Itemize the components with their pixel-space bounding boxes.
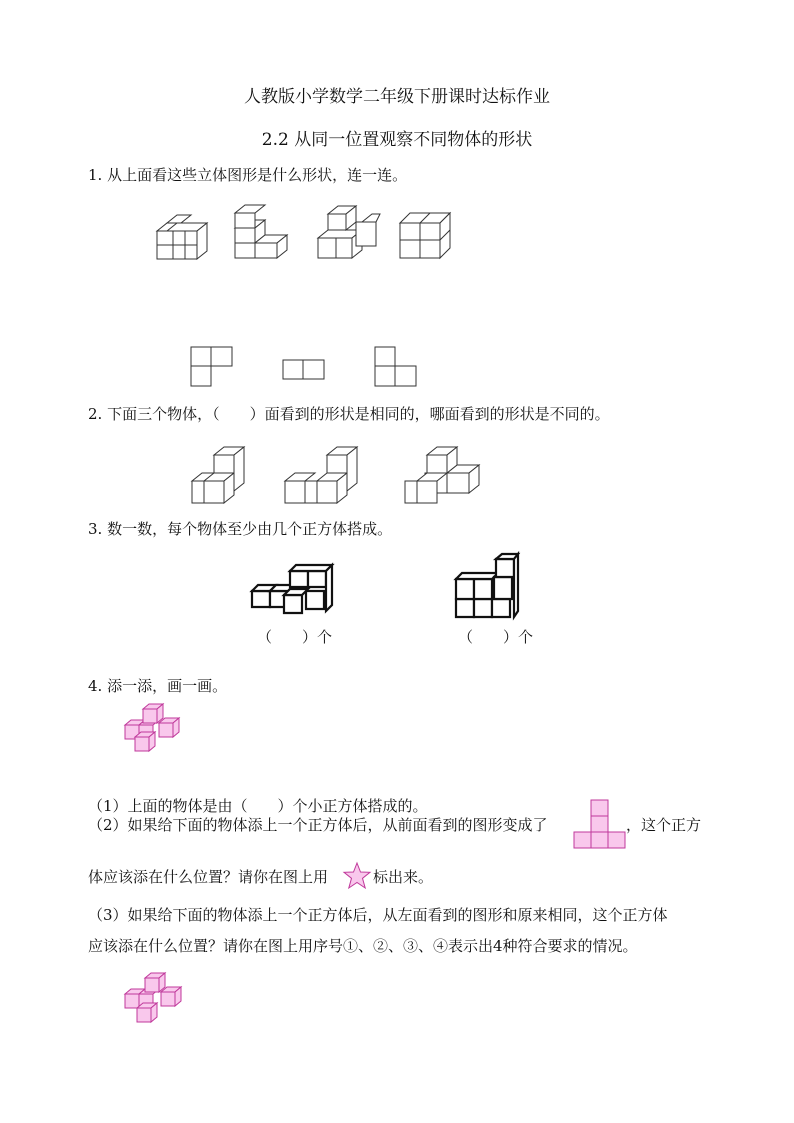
question-1-text: 1. 从上面看这些立体图形是什么形状，连一连。 <box>88 166 408 184</box>
q4-part-2-text-c: 体应该添在什么位置？请你在图上用 <box>88 868 329 886</box>
q1-solid-2 <box>235 208 291 262</box>
q2-solid-2 <box>285 443 361 507</box>
q4-front-view-figure <box>574 799 628 851</box>
question-4-text: 4. 添一添，画一画。 <box>88 677 228 695</box>
q4-part-2-text-d: 标出来。 <box>373 868 434 886</box>
star-icon <box>342 862 372 890</box>
q1-view-3 <box>374 346 418 388</box>
q4-pink-solid-2 <box>123 972 193 1026</box>
q4-part-2-text-a: （2）如果给下面的物体添上一个正方体后，从前面看到的图形变成了 <box>88 816 548 834</box>
q4-pink-solid-1 <box>123 703 189 755</box>
question-3-text: 3. 数一数，每个物体至少由几个正方体搭成。 <box>88 520 393 538</box>
q1-solid-1 <box>157 214 213 262</box>
q3-answer-left[interactable]: （ ）个 <box>257 628 333 646</box>
q1-solid-4 <box>400 208 456 262</box>
q2-solid-3 <box>405 443 481 507</box>
q4-part-2-text-b: ，这个正方 <box>626 816 702 834</box>
q1-view-2 <box>282 359 326 381</box>
q4-part-3-line-2: 应该添在什么位置？请你在图上用序号①、②、③、④表示出4种符合要求的情况。 <box>88 937 638 955</box>
question-2-text: 2. 下面三个物体，（ ）面看到的形状是相同的，哪面看到的形状是不同的。 <box>88 405 610 423</box>
q2-solid-1 <box>192 443 248 507</box>
q3-answer-right[interactable]: （ ）个 <box>458 628 534 646</box>
q3-solid-1 <box>250 563 336 615</box>
q4-part-1: （1）上面的物体是由（ ）个小正方体搭成的。 <box>88 797 428 815</box>
q3-solid-2 <box>454 553 524 623</box>
q1-view-1 <box>190 346 234 388</box>
page-subtitle: 2.2 从同一位置观察不同物体的形状 <box>261 130 533 150</box>
page-title: 人教版小学数学二年级下册课时达标作业 <box>244 87 550 107</box>
q4-part-3-line-1: （3）如果给下面的物体添上一个正方体后，从左面看到的图形和原来相同，这个正方体 <box>88 906 668 924</box>
q1-solid-3 <box>318 200 380 260</box>
